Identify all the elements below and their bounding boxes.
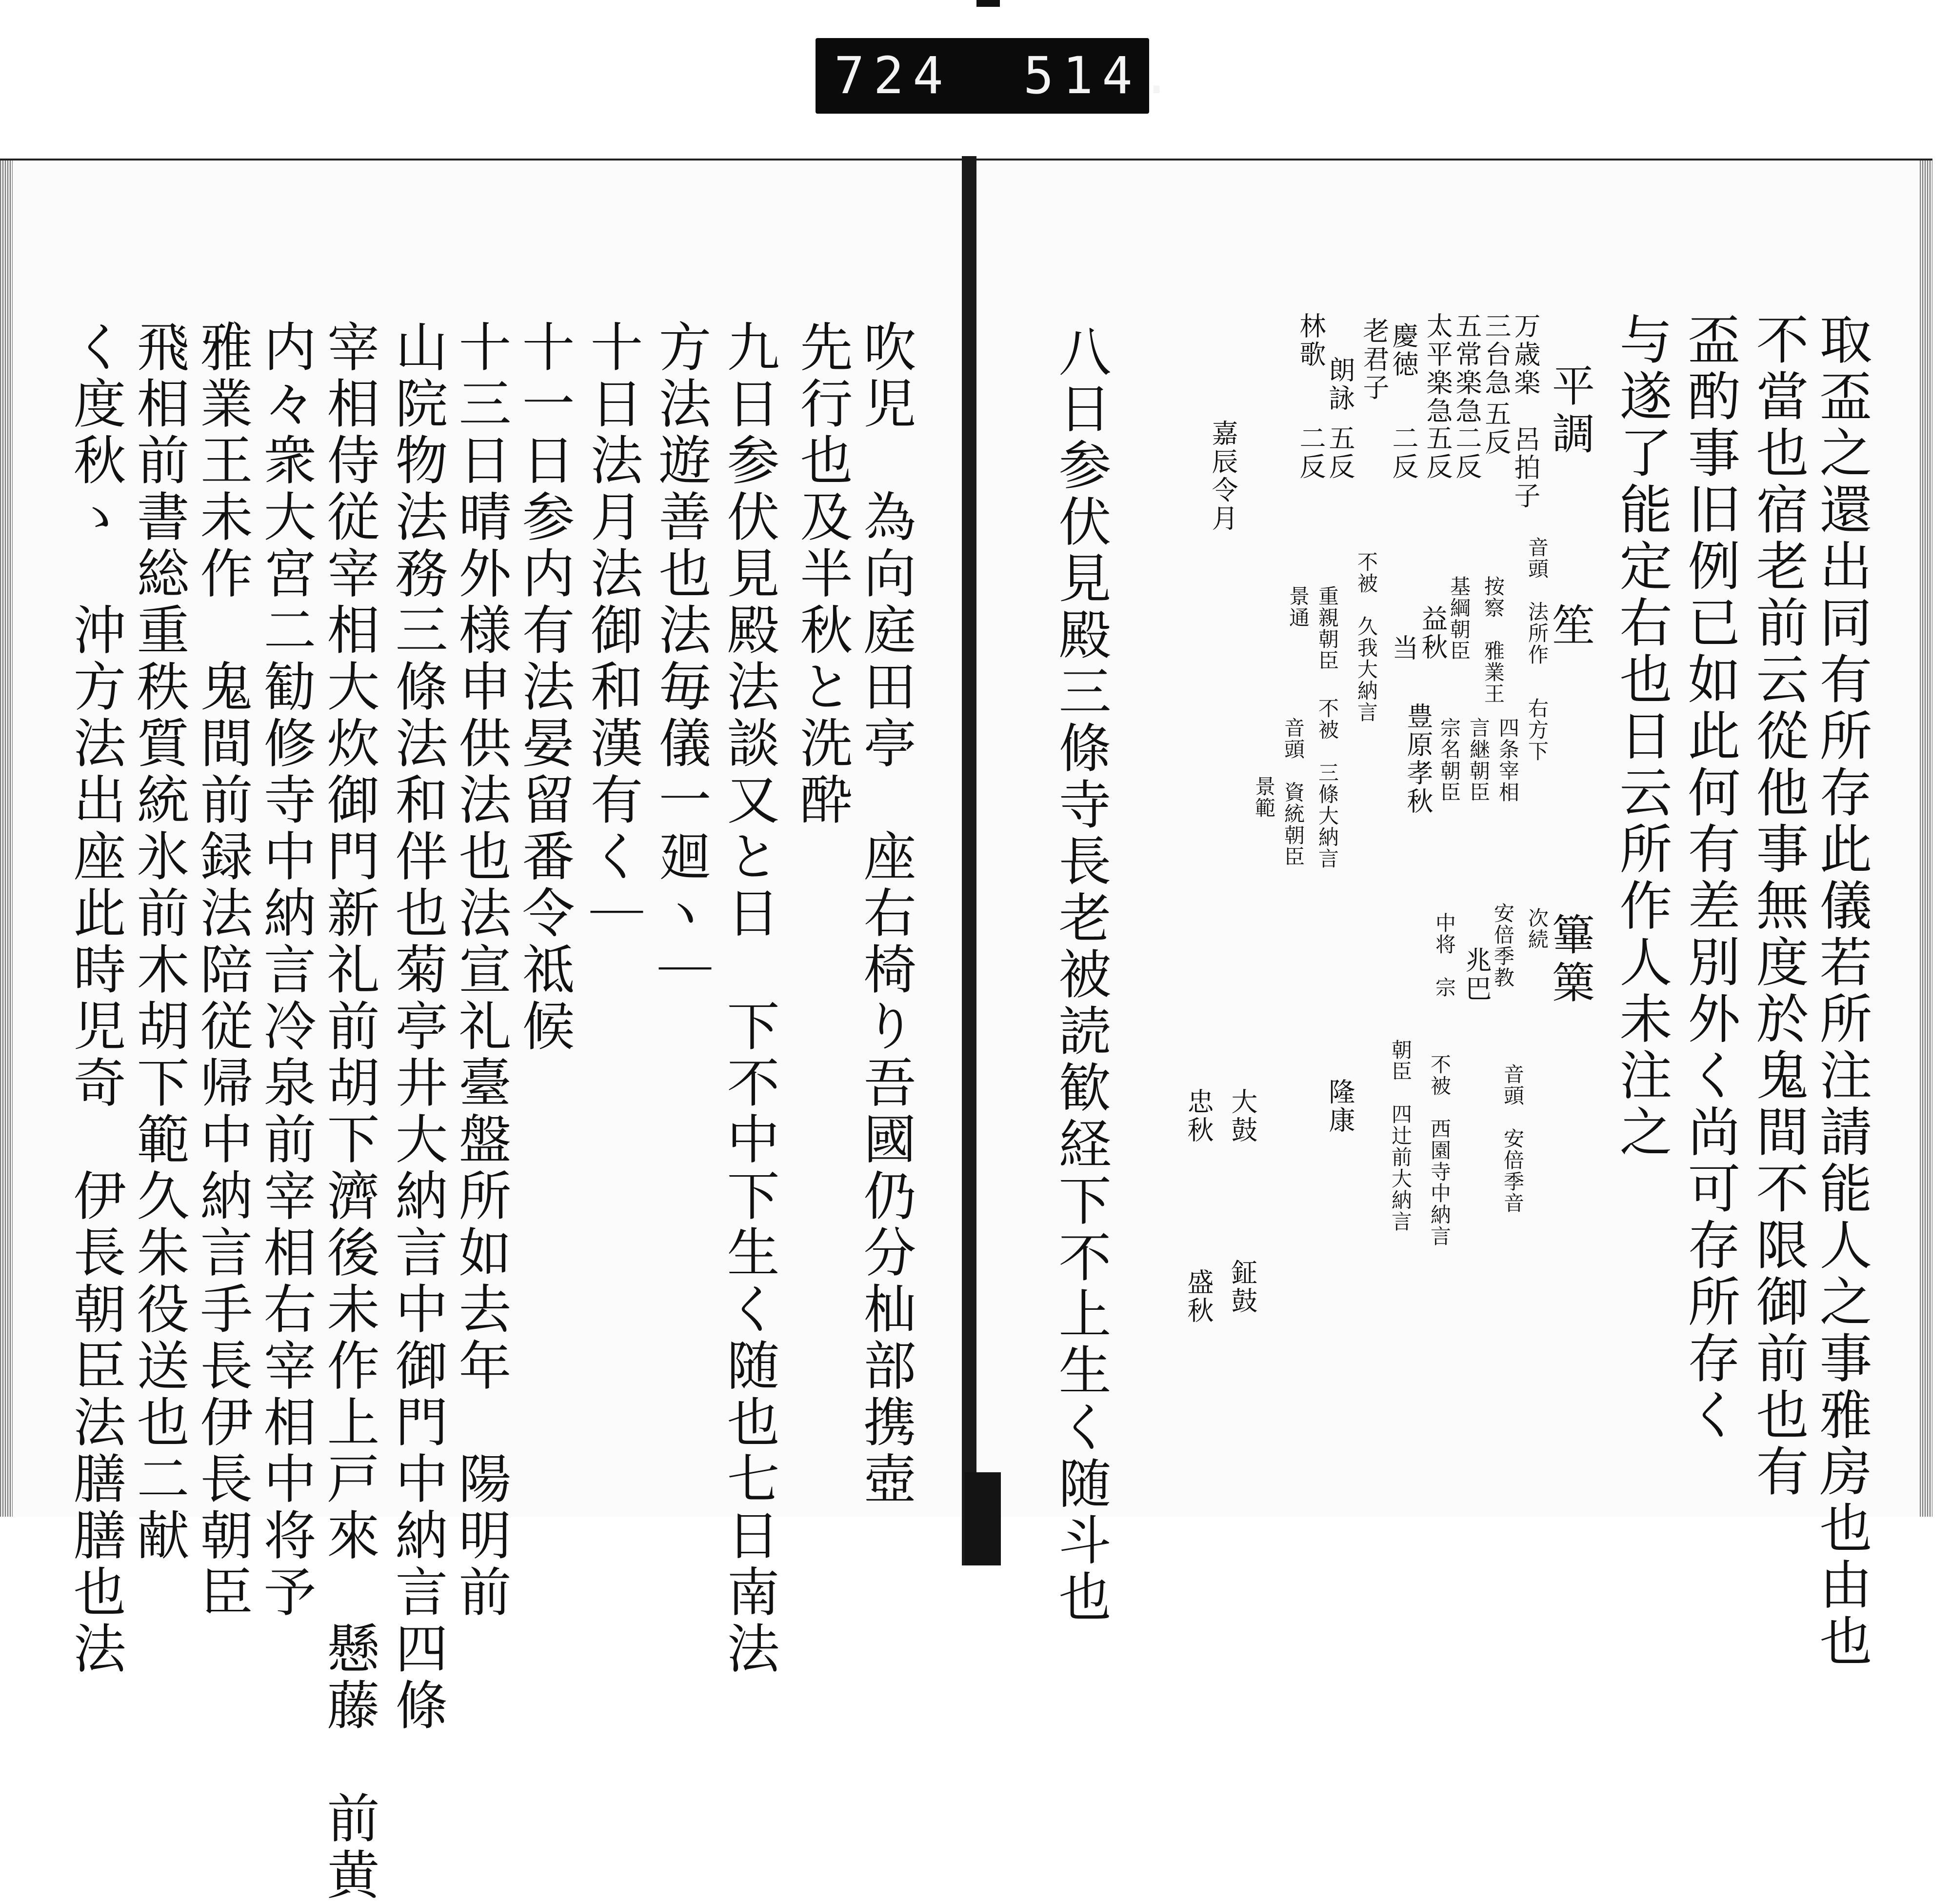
text-column: 吹児 為向庭田亭 座右椅り吾國仍分杣部携壺: [855, 320, 916, 1508]
heading-sho: 笙: [1545, 602, 1595, 650]
text-column: 九日参伏見殿法談又と日 下不中下生く随也七日南法: [718, 320, 779, 1678]
heading-hyojo: 平調: [1545, 363, 1595, 459]
drum-name: 大鼓: [1227, 1088, 1258, 1144]
sho-player: 景通: [1286, 585, 1310, 628]
hyojo-item-name: 老君子: [1359, 317, 1390, 402]
sho-player: 按察 雅業王: [1481, 576, 1505, 704]
text-column: 不當也宿老前云從他事無度於鬼間不限御前也有: [1747, 312, 1808, 1501]
hichiriki-player: 次続: [1525, 907, 1549, 950]
right-page-edge: [1920, 160, 1932, 1517]
hichiriki-player: 朝臣 四辻前大納言: [1389, 1039, 1413, 1232]
sho-player: 益秋: [1417, 605, 1448, 661]
text-column: 与遂了能定右也日云所作人未注之: [1611, 312, 1672, 1161]
text-column: 盃酌事旧例已如此何有差別外く尚可存所存く: [1679, 312, 1740, 1444]
sho-player: 宗名朝臣: [1437, 717, 1461, 803]
hichiriki-player: 安倍季教: [1491, 902, 1515, 988]
hyojo-item-name: 嘉辰令月: [1208, 420, 1238, 533]
archive-number-label: [816, 38, 1181, 114]
heading-hichiriki: 篳篥: [1545, 912, 1595, 1008]
text-column: 方法遊善也法毎儀一廻ヽ｜: [650, 320, 711, 999]
hyojo-item-note: 五反: [1481, 400, 1512, 457]
hyojo-item-name: 三台急: [1481, 312, 1512, 397]
hyojo-item-name: 慶徳: [1388, 322, 1419, 379]
hyojo-item-name: 林歌: [1295, 312, 1326, 369]
sho-player: 基綱朝臣: [1447, 576, 1471, 661]
sho-player: 当: [1388, 634, 1419, 662]
text-column: 十三日晴外様申供法也法宣礼臺盤所如去年 陽明前: [450, 320, 511, 1621]
sho-player: 不被 久我大納言: [1354, 551, 1378, 723]
sho-player: 右方下: [1525, 698, 1549, 762]
drum-name: 鉦鼓: [1227, 1259, 1258, 1315]
book-gutter: [962, 156, 976, 1565]
text-column: 十日法月法御和漢有く｜: [581, 320, 642, 942]
left-page-edge: [0, 160, 13, 1517]
hyojo-item-name: 朗詠: [1325, 356, 1355, 413]
sho-player: 景範: [1252, 776, 1276, 819]
sho-player: 重親朝臣: [1315, 585, 1339, 671]
text-column: 雅業王未作 鬼間前録法陪従帰中納言手長伊長朝臣: [191, 320, 252, 1621]
hyojo-item-note: 二反: [1295, 424, 1326, 481]
text-column: 山院物法務三條法和伴也菊亭井大納言中御門中納言四條: [386, 320, 447, 1734]
label-number-right: 514.: [1023, 46, 1181, 105]
hyojo-item-name: 五常楽急: [1452, 312, 1482, 425]
hyojo-item-note: 二反: [1452, 424, 1482, 481]
text-column: 取盃之還出同有所存此儀若所注請能人之事雅房也由也: [1811, 312, 1871, 1670]
hichiriki-player: 隆康: [1325, 1078, 1355, 1135]
hyojo-item-note: 五反: [1325, 424, 1355, 481]
sho-player: 音頭 法所作: [1525, 537, 1549, 665]
text-column: 十一日参内有法晏留番令祗候: [513, 320, 574, 1055]
label-number-left: 724: [834, 46, 952, 105]
top-edge-mark: [976, 0, 1000, 7]
sho-player: 不被 三條大納言: [1315, 698, 1339, 869]
hyojo-item-note: 二反: [1388, 424, 1419, 481]
text-column: 内々衆大宮二勧修寺中納言冷泉前宰相右宰相中将予: [255, 320, 316, 1621]
drum-player: 忠秋: [1183, 1088, 1214, 1144]
text-column: 宰相侍従宰相大炊御門新礼前胡下濟後未作上戸來 懸藤 前黄: [318, 320, 379, 1904]
hichiriki-player: 中将 宗: [1433, 912, 1456, 998]
text-column: く度秋ゝ 沖方法出座此時児奇 伊長朝臣法膳膳也法: [64, 320, 125, 1678]
sho-player: 四条宰相: [1496, 717, 1520, 803]
sho-player: 言継朝臣: [1467, 717, 1491, 803]
hichiriki-player: 不被 西園寺中納言: [1428, 1054, 1452, 1247]
sho-player: 音頭 資統朝臣: [1281, 717, 1305, 867]
hichiriki-player: 兆巴: [1461, 946, 1492, 1003]
hyojo-item-name: 万歳楽 呂拍子: [1510, 312, 1541, 510]
text-column: 八日参伏見殿三條寺長老被読歓経下不上生く随斗也: [1050, 324, 1111, 1626]
text-column: 飛相前書総重秩質統氷前木胡下範久朱役送也二献: [128, 320, 189, 1564]
hyojo-item-name: 太平楽急: [1422, 312, 1453, 425]
sho-player: 豊原孝秋: [1403, 702, 1433, 816]
text-column: 先行也及半秋と洗酔: [791, 320, 852, 829]
drum-player: 盛秋: [1183, 1268, 1214, 1325]
hyojo-item-note: 五反: [1422, 424, 1453, 481]
gutter-tab: [965, 1472, 1001, 1565]
hichiriki-player: 音頭 安倍季音: [1501, 1063, 1525, 1214]
